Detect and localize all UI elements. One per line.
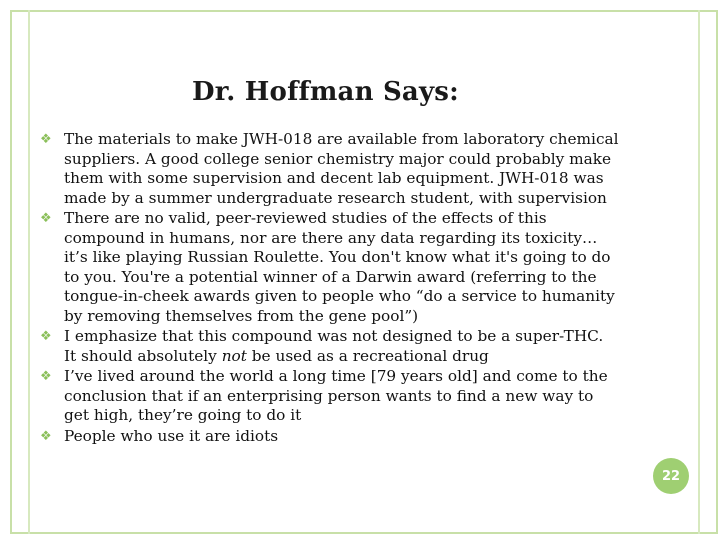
diamond-bullet-icon: ❖: [40, 329, 52, 344]
bullet-list: [40, 130, 620, 447]
diamond-bullet-icon: ❖: [40, 132, 52, 147]
left-decor-line: [28, 10, 30, 534]
bullet-text-end: be used as a recreational drug: [246, 346, 489, 365]
bullet-item: [40, 130, 620, 208]
slide-title: Dr. Hoffman Says:: [192, 77, 459, 107]
bullet-item: [40, 209, 620, 326]
bullet-item: [40, 367, 620, 426]
bullet-text-start: I emphasize that this compound was not designed to be a super-THC. It should absolutely: [64, 327, 604, 365]
bullet-item: [40, 327, 620, 366]
bullet-text: There are no valid, peer-reviewed studies of the effects of this compound in humans, nor are there any data regarding its toxicity… it’s like playing Russian Roulette. You don't know what it's going to do to you. You're a potential winner of a Darwin award (referring to the tongue-in-cheek awards given to people who “do a service to humanity by removing themselves from the gene pool”): [64, 209, 615, 325]
bullet-text: The materials to make JWH-018 are available from laboratory chemical suppliers. A good college senior chemistry major could probably make them with some supervision and decent lab equipment. JWH-018 was made by a summer undergraduate research student, with supervision: [64, 130, 619, 207]
bullet-emphasis: not: [221, 346, 247, 365]
bullet-text: People who use it are idiots: [64, 426, 279, 445]
diamond-bullet-icon: ❖: [40, 211, 52, 226]
diamond-bullet-icon: ❖: [40, 369, 52, 384]
bullet-item: [40, 427, 620, 447]
diamond-bullet-icon: ❖: [40, 428, 52, 444]
right-decor-line: [698, 10, 700, 534]
page-number-badge: 22: [653, 458, 689, 494]
bullet-text: I’ve lived around the world a long time [79 years old] and come to the conclusion that if an enterprising person wants to find a new way to get high, they’re going to do it: [64, 367, 608, 424]
